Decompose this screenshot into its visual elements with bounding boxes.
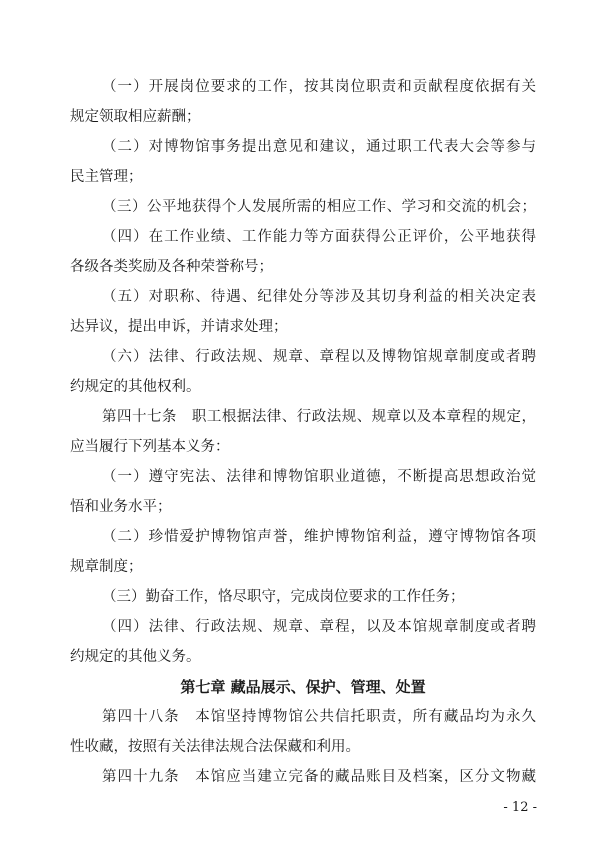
right-6-line-1: （六）法律、行政法规、规章、章程以及博物馆规章制度或者聘: [102, 349, 536, 365]
right-4-line-1: （四）在工作业绩、工作能力等方面获得公正评价，公平地获得: [102, 229, 536, 245]
article-48-line-1: 第四十八条 本馆坚持博物馆公共信托职责，所有藏品均为永久: [102, 709, 536, 725]
right-5-line-1: （五）对职称、待遇、纪律处分等涉及其切身利益的相关决定表: [102, 289, 536, 305]
right-6-line-2: 约规定的其他权利。: [70, 379, 201, 395]
article-49-line-1: 第四十九条 本馆应当建立完备的藏品账目及档案，区分文物藏: [102, 769, 536, 785]
page-number: - 12 -: [503, 800, 537, 815]
right-3-line-1: （三）公平地获得个人发展所需的相应工作、学习和交流的机会；: [102, 199, 536, 215]
duty-3-line-1: （三）勤奋工作，恪尽职守，完成岗位要求的工作任务；: [102, 589, 465, 605]
chapter-heading: 第七章 藏品展示、保护、管理、处置: [180, 678, 426, 696]
right-5-line-2: 达异议，提出申诉，并请求处理；: [70, 319, 288, 335]
right-2-line-2: 民主管理；: [70, 169, 143, 185]
right-2-line-1: （二）对博物馆事务提出意见和建议，通过职工代表大会等参与: [102, 139, 536, 155]
duty-4-line-1: （四）法律、行政法规、规章、章程，以及本馆规章制度或者聘: [102, 619, 536, 635]
article-47-line-1: 第四十七条 职工根据法律、行政法规、规章以及本章程的规定，: [102, 409, 536, 425]
right-1-line-1: （一）开展岗位要求的工作，按其岗位职责和贡献程度依据有关: [102, 79, 536, 95]
duty-2-line-2: 规章制度；: [70, 559, 143, 575]
duty-1-line-2: 悟和业务水平；: [70, 499, 172, 515]
article-47-line-2: 应当履行下列基本义务：: [70, 439, 230, 455]
duty-2-line-1: （二）珍惜爱护博物馆声誉，维护博物馆利益，遵守博物馆各项: [102, 529, 536, 545]
article-48-line-2: 性收藏，按照有关法律法规合法保藏和利用。: [70, 739, 360, 755]
duty-4-line-2: 约规定的其他义务。: [70, 649, 201, 665]
duty-1-line-1: （一）遵守宪法、法律和博物馆职业道德，不断提高思想政治觉: [102, 469, 536, 485]
right-4-line-2: 各级各类奖励及各种荣誉称号；: [70, 259, 273, 275]
right-1-line-2: 规定领取相应薪酬；: [70, 109, 201, 125]
